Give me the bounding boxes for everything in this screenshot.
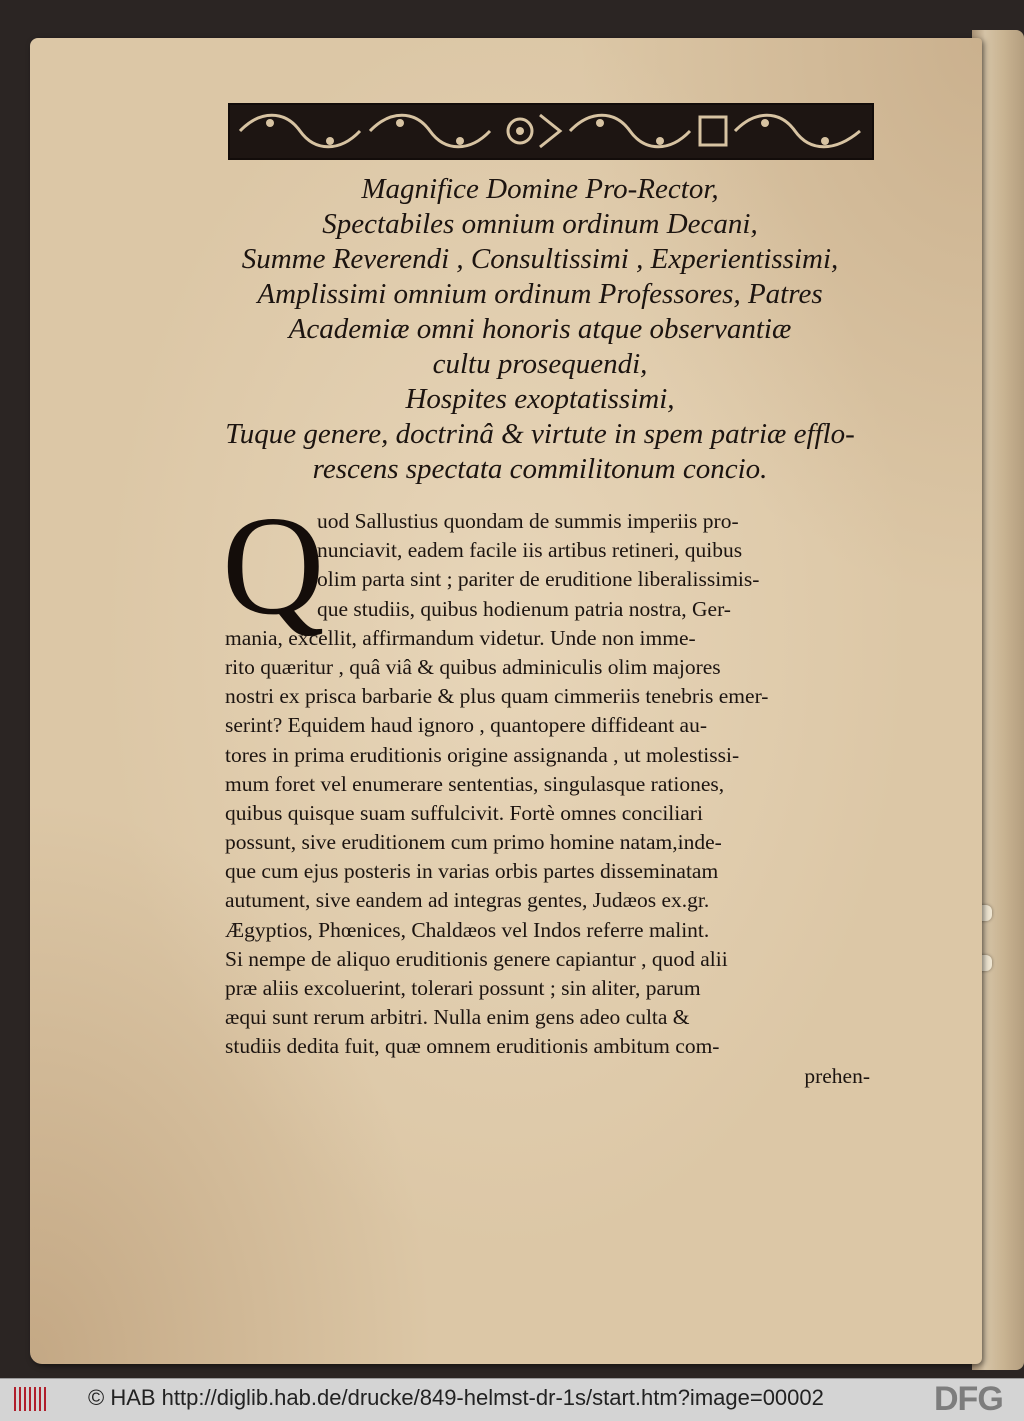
copyright-link[interactable]: © HAB http://diglib.hab.de/drucke/849-helmst-dr-1s/start.htm?image=00002: [88, 1385, 824, 1410]
salutation-line: Magnifice Domine Pro-Rector,: [361, 173, 719, 205]
text-line: Ægyptios, Phœnices, Chaldæos vel Indos referre malint.: [225, 917, 710, 942]
text-line: rito quæritur , quâ viâ & quibus adminiculis olim majores: [225, 654, 721, 679]
dfg-logo: DFG: [934, 1380, 1003, 1418]
text-line: uod Sallustius quondam de summis imperiis pro-: [317, 509, 739, 533]
salutation-line: cultu prosequendi,: [432, 348, 648, 380]
text-line: mum foret vel enumerare sententias, singulasque rationes,: [225, 771, 725, 796]
salutation-line: rescens spectata commilitonum concio.: [312, 453, 768, 485]
salutation-line: Spectabiles omnium ordinum Decani,: [322, 208, 758, 240]
salutation-line: Hospites exoptatissimi,: [405, 383, 675, 415]
text-line: nunciavit, eadem facile iis artibus retineri, quibus: [317, 538, 743, 563]
text-line: que cum ejus posteris in varias orbis partes disseminatam: [225, 859, 719, 884]
text-line: que studiis, quibus hodienum patria nostra, Ger-: [317, 596, 731, 621]
salutation-line: Amplissimi omnium ordinum Professores, Patres: [257, 278, 823, 310]
text-line: olim parta sint ; pariter de eruditione liberalissimis-: [317, 567, 760, 592]
text-line: studiis dedita fuit, quæ omnem eruditionis ambitum com-: [225, 1034, 720, 1059]
body-paragraph: [225, 507, 870, 1091]
text-line: præ aliis excoluerint, tolerari possunt ; sin aliter, parum: [225, 976, 701, 1000]
text-line: Si nempe de aliquo eruditionis genere capiantur , quod alii: [225, 946, 728, 971]
text-line: autument, sive eandem ad integras gentes, Judæos ex.gr.: [225, 888, 710, 913]
salutation-line: Summe Reverendi , Consultissimi , Experientissimi,: [241, 243, 839, 275]
drop-cap: Q: [222, 486, 325, 644]
text-line: mania, excellit, affirmandum videtur. Unde non imme-: [225, 625, 696, 650]
viewer-footer: [0, 1378, 1024, 1421]
text-line: æqui sunt rerum arbitri. Nulla enim gens adeo culta &: [225, 1005, 690, 1030]
ornament-pattern-icon: [230, 105, 872, 158]
woodcut-ornament-band: [228, 103, 874, 160]
salutation-block: [150, 172, 930, 487]
text-line: nostri ex prisca barbarie & plus quam cimmeriis tenebris emer-: [225, 684, 769, 709]
text-line: possunt, sive eruditionem cum primo homine natam,inde-: [225, 830, 722, 855]
salutation-line: Academiæ omni honoris atque observantiæ: [288, 313, 792, 345]
text-line: serint? Equidem haud ignoro , quantopere diffideant au-: [225, 713, 708, 738]
barcode-icon: [14, 1387, 46, 1411]
salutation-line: Tuque genere, doctrinâ & virtute in spem patriæ efflo-: [225, 418, 855, 450]
catchword: prehen-: [804, 1063, 870, 1088]
text-line: tores in prima eruditionis origine assignanda , ut molestissi-: [225, 742, 740, 767]
text-line: quibus quisque suam suffulcivit. Fortè omnes conciliari: [225, 800, 703, 825]
